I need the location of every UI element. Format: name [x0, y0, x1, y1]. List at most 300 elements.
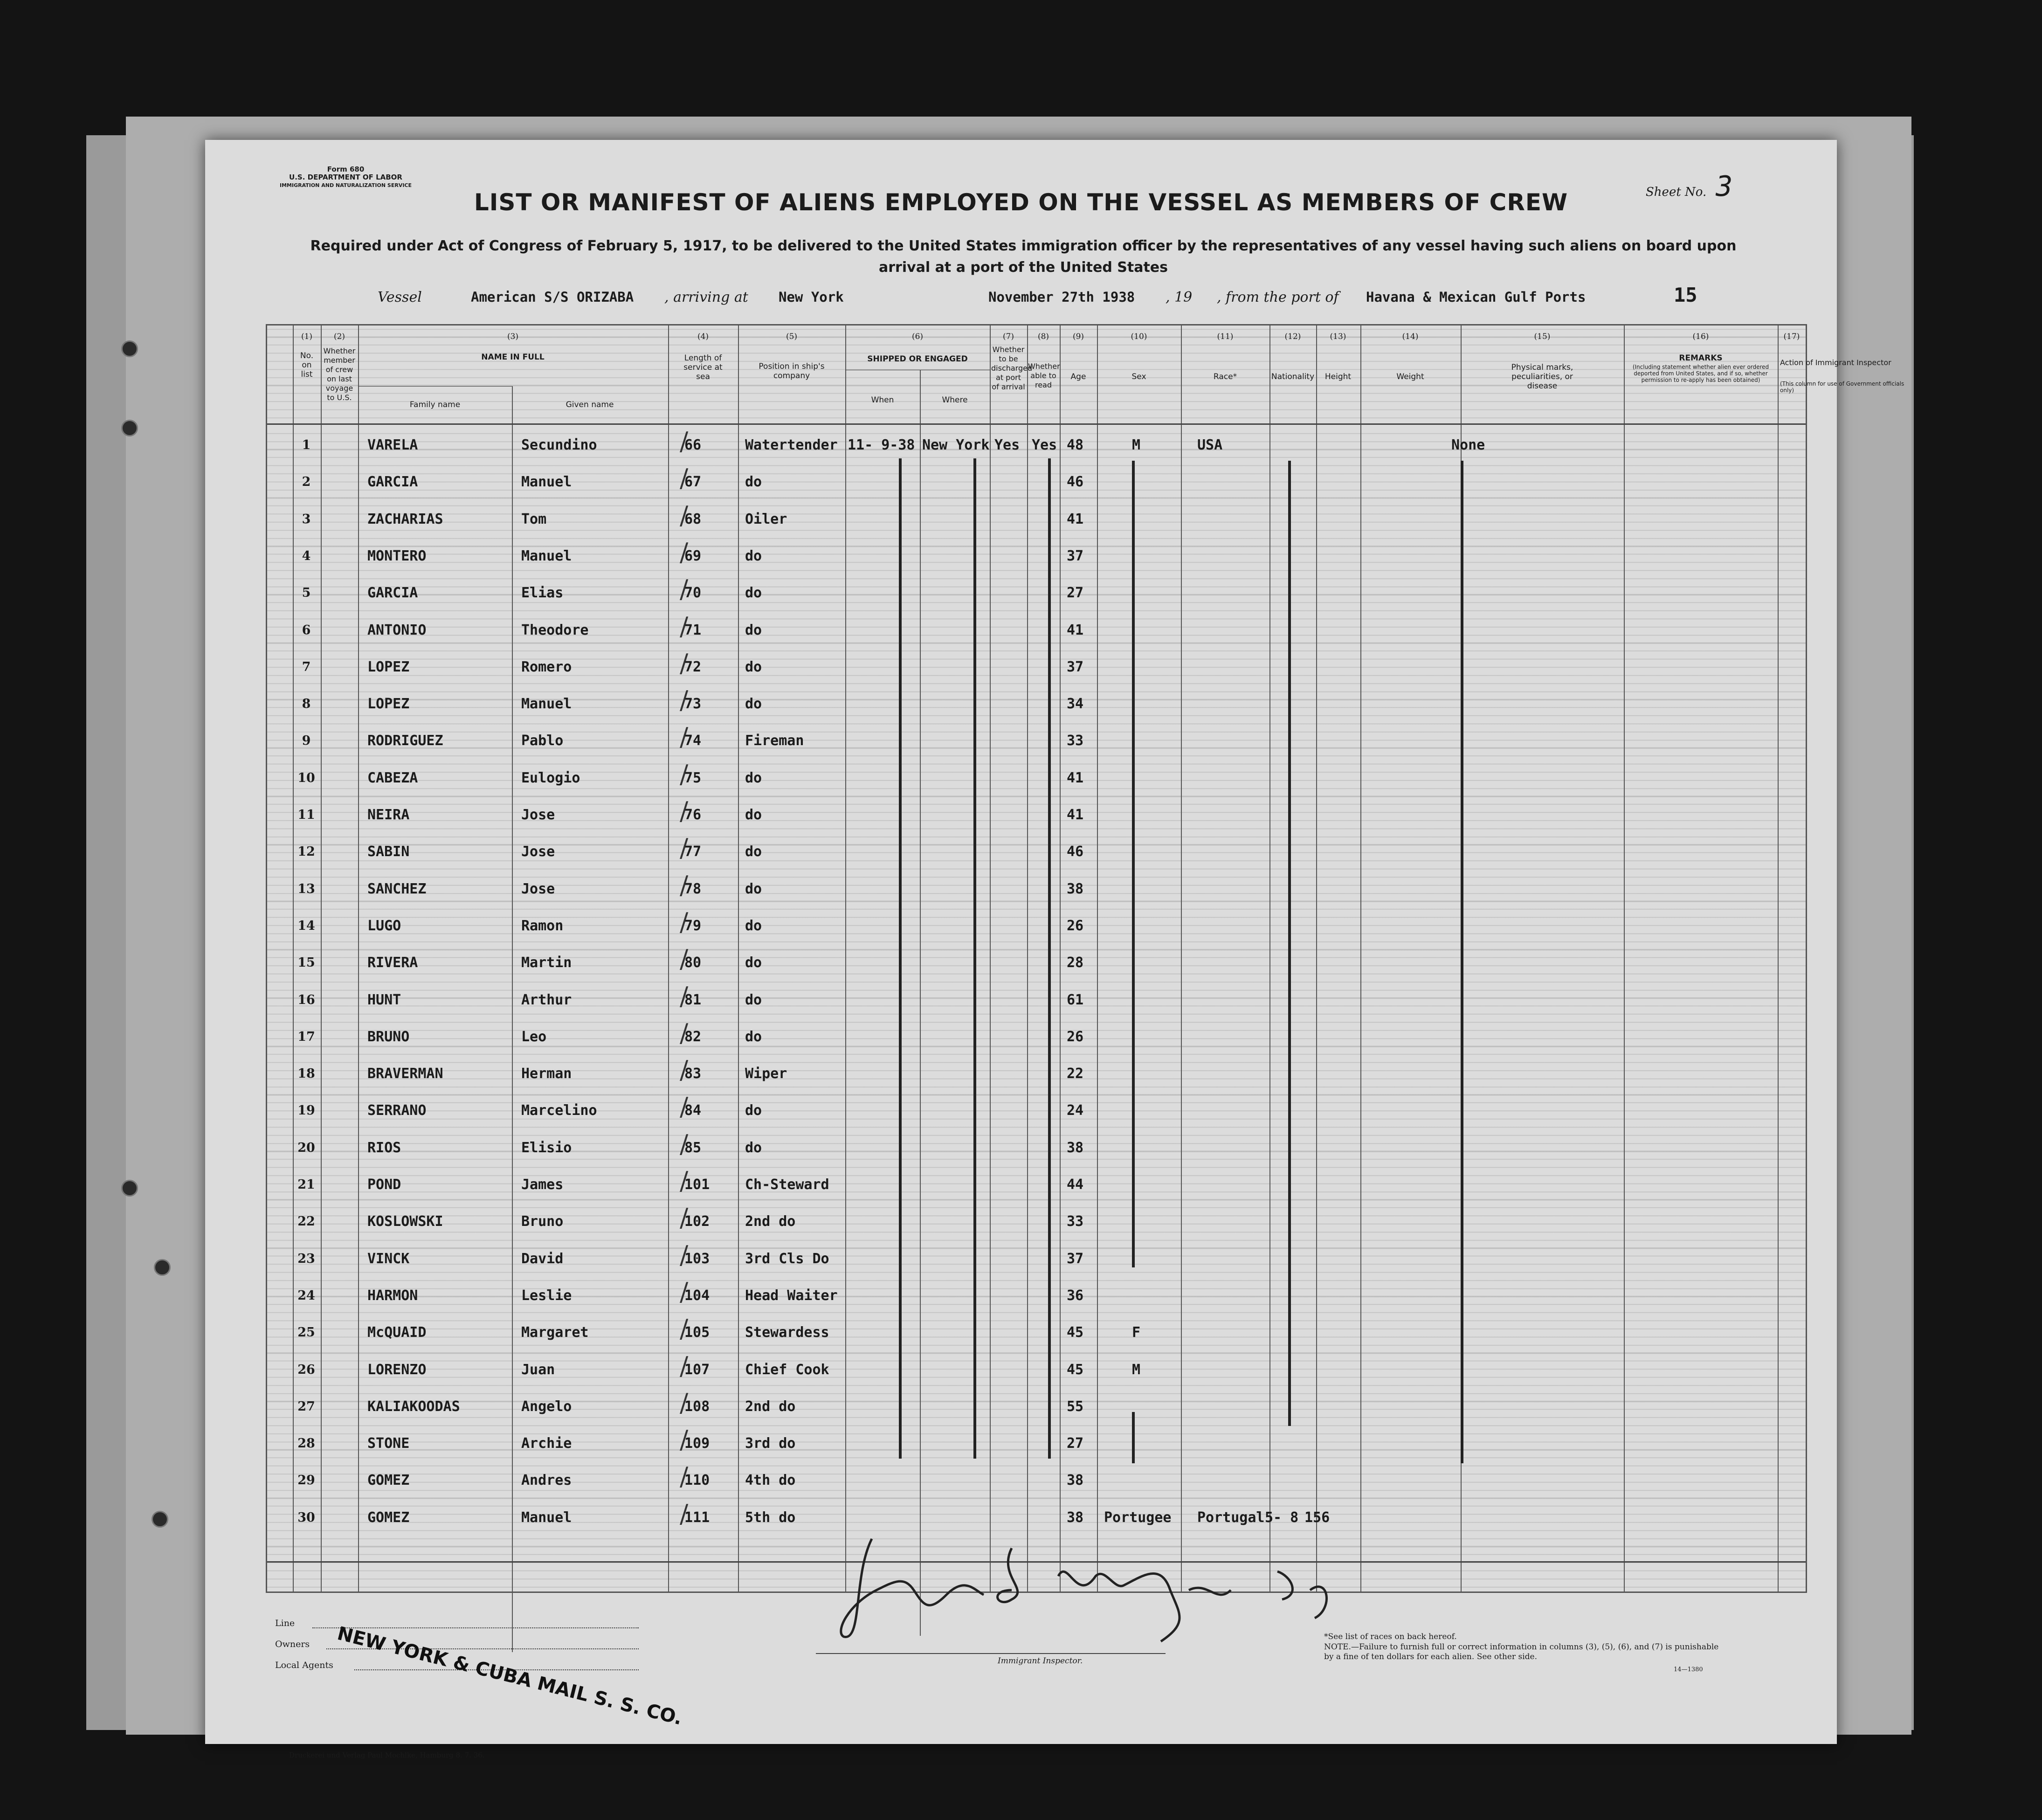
cell-family-name: SERRANO: [367, 1102, 427, 1119]
cell-line-number: 4: [302, 548, 311, 563]
cell-given-name: Elias: [521, 585, 564, 602]
col-number: (7): [1002, 332, 1014, 341]
table-row: [267, 696, 1806, 715]
cell-service-length: 79: [684, 917, 702, 934]
form-code: 14—1380: [1674, 1666, 1703, 1673]
header-whether-member: Whether member of crew on last voyage to U.S.: [323, 346, 356, 402]
cell-given-name: Elisio: [521, 1139, 572, 1156]
cell-family-name: STONE: [367, 1435, 410, 1452]
cell-family-name: GARCIA: [367, 585, 418, 602]
cell-family-name: RIOS: [367, 1139, 401, 1156]
cell-age: 37: [1067, 1250, 1084, 1267]
service-tick-mark: /: [680, 685, 689, 715]
cell-given-name: Andres: [521, 1472, 572, 1489]
col-number: (10): [1131, 332, 1147, 341]
cell-family-name: VARELA: [367, 437, 418, 453]
cell-age: 45: [1067, 1361, 1084, 1378]
vessel-label: Vessel: [378, 289, 422, 305]
table-row: [267, 437, 1806, 456]
cell-where: New York: [922, 437, 990, 453]
header-height: Height: [1325, 372, 1352, 381]
races-note: *See list of races on back hereof.: [1324, 1632, 1457, 1641]
local-agents-label: Local Agents: [275, 1660, 333, 1670]
header-nationality: Nationality: [1271, 372, 1315, 381]
table-row: [267, 1029, 1806, 1048]
cell-position: 5th do: [745, 1509, 796, 1526]
header-given-name: Given name: [566, 400, 614, 409]
table-row: [267, 1399, 1806, 1418]
service-tick-mark: /: [680, 1055, 689, 1085]
cell-age: 22: [1067, 1066, 1084, 1082]
cell-given-name: James: [521, 1176, 564, 1193]
ditto-mark: [899, 458, 902, 1459]
cell-family-name: CABEZA: [367, 769, 418, 786]
col-number: (1): [301, 332, 313, 341]
cell-service-length: 76: [684, 807, 702, 823]
table-row: [267, 1177, 1806, 1196]
col-number: (17): [1783, 332, 1800, 341]
cell-line-number: 23: [297, 1251, 315, 1266]
cell-physical: None: [1451, 437, 1485, 453]
cell-line-number: 13: [297, 881, 315, 896]
inspector-signature-line: [816, 1653, 1166, 1654]
cell-line-number: 8: [302, 697, 311, 712]
header-sex: Sex: [1131, 372, 1146, 381]
cell-service-length: 102: [684, 1213, 710, 1230]
cell-family-name: ZACHARIAS: [367, 511, 443, 527]
cell-age: 55: [1067, 1398, 1084, 1415]
vessel-name: American S/S ORIZABA: [471, 289, 634, 305]
cell-service-length: 70: [684, 585, 702, 602]
header-action-note: (This column for use of Government officials only): [1780, 381, 1904, 394]
ditto-mark: [973, 458, 976, 1459]
crew-table: [266, 324, 1904, 1593]
table-row: [267, 1325, 1806, 1343]
cell-line-number: 27: [297, 1399, 315, 1414]
table-row: [267, 512, 1806, 530]
cell-given-name: Pablo: [521, 733, 564, 749]
cell-position: do: [745, 1028, 762, 1045]
ditto-mark: [1132, 1412, 1135, 1463]
cell-family-name: HARMON: [367, 1287, 418, 1304]
cell-given-name: Manuel: [521, 547, 572, 564]
cell-line-number: 21: [297, 1177, 315, 1192]
cell-service-length: 81: [684, 991, 702, 1008]
form-number: Form 680: [327, 165, 365, 173]
cell-age: 45: [1067, 1324, 1084, 1341]
cell-height: 5- 8: [1265, 1509, 1299, 1526]
cell-age: 28: [1067, 955, 1084, 971]
header-remarks: REMARKS: [1679, 353, 1723, 363]
cell-position: do: [745, 880, 762, 897]
header-able-read: Whether able to read: [1028, 362, 1060, 389]
table-row: [267, 844, 1806, 863]
cell-given-name: Secundino: [521, 437, 597, 453]
cell-age: 36: [1067, 1287, 1084, 1304]
cell-when: 11- 9-38: [848, 437, 915, 453]
cell-position: Head Waiter: [745, 1287, 838, 1304]
cell-age: 34: [1067, 696, 1084, 713]
cell-service-length: 71: [684, 622, 702, 638]
col-number: (14): [1402, 332, 1419, 341]
ditto-mark: [1132, 461, 1135, 1267]
col-number: (13): [1330, 332, 1346, 341]
cell-age: 26: [1067, 1028, 1084, 1045]
service-tick-mark: /: [680, 1314, 689, 1344]
col-number: (11): [1217, 332, 1234, 341]
table-row: [267, 1066, 1806, 1085]
header-rule: [267, 423, 1806, 425]
cell-service-length: 108: [684, 1398, 710, 1415]
header-name-in-full: NAME IN FULL: [481, 353, 545, 362]
cell-given-name: Romero: [521, 658, 572, 675]
col-number: (2): [333, 332, 345, 341]
cell-age: 33: [1067, 733, 1084, 749]
cell-position: Stewardess: [745, 1324, 829, 1341]
cell-given-name: Theodore: [521, 622, 589, 638]
cell-given-name: Jose: [521, 807, 555, 823]
col-number: (16): [1692, 332, 1709, 341]
cell-family-name: KALIAKOODAS: [367, 1398, 460, 1415]
cell-family-name: LOPEZ: [367, 658, 410, 675]
ditto-mark: [1288, 461, 1291, 1426]
table-row: [267, 474, 1806, 493]
header-action: Action of Immigrant Inspector: [1780, 358, 1891, 367]
table-row: [267, 1436, 1806, 1454]
cell-position: do: [745, 658, 762, 675]
service-tick-mark: /: [680, 1018, 689, 1048]
cell-position: do: [745, 955, 762, 971]
cell-service-length: 69: [684, 547, 702, 564]
service-tick-mark: /: [680, 759, 689, 789]
cell-race: Portugee: [1104, 1509, 1172, 1526]
cell-position: do: [745, 844, 762, 860]
company-stamp: NEW YORK & CUBA MAIL S. S. CO.: [335, 1623, 685, 1730]
cell-age: 41: [1067, 511, 1084, 527]
table-row: [267, 585, 1806, 604]
cell-family-name: HUNT: [367, 991, 401, 1008]
cell-nationality: Portugal: [1197, 1509, 1265, 1526]
cell-service-length: 83: [684, 1066, 702, 1082]
arrival-date: November 27th 1938: [988, 289, 1135, 305]
service-tick-mark: /: [680, 1092, 689, 1122]
arrival-port: New York: [779, 289, 844, 305]
cell-position: do: [745, 622, 762, 638]
service-tick-mark: /: [680, 796, 689, 826]
cell-position: 3rd do: [745, 1435, 796, 1452]
header-physical-marks: Physical marks, peculiarities, or disease: [1511, 363, 1573, 391]
cell-age: 24: [1067, 1102, 1084, 1119]
cell-position: Oiler: [745, 511, 787, 527]
vessel-line: [378, 284, 1753, 312]
cell-service-length: 74: [684, 733, 702, 749]
service-tick-mark: /: [680, 427, 689, 456]
cell-age: 41: [1067, 807, 1084, 823]
header-when: When: [871, 395, 894, 405]
fine-note: NOTE.—Failure to furnish full or correct information in columns (3), (5), (6), and (7) is punishable by a fine of ten dollars for each alien. See other side.: [1324, 1642, 1719, 1661]
col-number: (4): [697, 332, 709, 341]
cell-position: do: [745, 547, 762, 564]
cell-given-name: Arthur: [521, 991, 572, 1008]
service-tick-mark: /: [680, 1388, 689, 1418]
line-label: Line: [275, 1618, 295, 1628]
service-tick-mark: /: [680, 981, 689, 1011]
ditto-mark: [1048, 458, 1051, 1459]
cell-line-number: 3: [302, 512, 311, 526]
cell-sex: M: [1132, 437, 1141, 453]
cell-line-number: 7: [302, 659, 311, 674]
cell-line-number: 14: [297, 918, 315, 933]
service-tick-mark: /: [680, 1351, 689, 1381]
table-row: [267, 918, 1806, 937]
cell-given-name: Tom: [521, 511, 547, 527]
col-number: (3): [507, 332, 519, 341]
owners-label: Owners: [275, 1639, 310, 1649]
service-tick-mark: /: [680, 537, 689, 567]
service-tick-mark: /: [680, 833, 689, 863]
cell-service-length: 109: [684, 1435, 710, 1452]
page-title: LIST OR MANIFEST OF ALIENS EMPLOYED ON THE VESSEL AS MEMBERS OF CREW: [474, 189, 1568, 216]
punch-hole: [152, 1511, 168, 1528]
cell-position: do: [745, 769, 762, 786]
cell-family-name: MONTERO: [367, 547, 427, 564]
cell-family-name: NEIRA: [367, 807, 410, 823]
cell-position: Wiper: [745, 1066, 787, 1082]
service-tick-mark: /: [680, 722, 689, 752]
table-row: [267, 807, 1806, 826]
cell-position: do: [745, 1102, 762, 1119]
cell-position: do: [745, 696, 762, 713]
punch-hole: [121, 340, 138, 357]
cell-line-number: 17: [297, 1029, 315, 1044]
cell-family-name: BRAVERMAN: [367, 1066, 443, 1082]
cell-sex: F: [1132, 1324, 1141, 1341]
cell-service-length: 84: [684, 1102, 702, 1119]
cell-family-name: KOSLOWSKI: [367, 1213, 443, 1230]
header-where: Where: [942, 395, 968, 405]
service-tick-mark: /: [680, 1277, 689, 1307]
cell-age: 38: [1067, 880, 1084, 897]
sheet-number-label: Sheet No.: [1646, 185, 1707, 199]
cell-given-name: Archie: [521, 1435, 572, 1452]
cell-age: 46: [1067, 844, 1084, 860]
cell-line-number: 12: [297, 844, 315, 859]
cell-line-number: 10: [297, 770, 315, 785]
cell-discharged: Yes: [994, 437, 1020, 453]
cell-sex: M: [1132, 1361, 1141, 1378]
cell-line-number: 28: [297, 1436, 315, 1451]
cell-service-length: 107: [684, 1361, 710, 1378]
header-discharged: Whether to be discharged at port of arrival: [991, 345, 1033, 391]
cell-line-number: 2: [302, 475, 311, 490]
cell-position: Watertender: [745, 437, 838, 453]
header-race: Race*: [1213, 372, 1237, 381]
from-port: Havana & Mexican Gulf Ports: [1366, 289, 1586, 305]
table-row: [267, 733, 1806, 752]
form-service: IMMIGRATION AND NATURALIZATION SERVICE: [280, 182, 412, 188]
cell-given-name: Martin: [521, 955, 572, 971]
table-row: [267, 659, 1806, 678]
header-no-on-list: No. on list: [300, 351, 314, 379]
cell-service-length: 105: [684, 1324, 710, 1341]
inspector-label: Immigrant Inspector.: [998, 1656, 1083, 1666]
cell-line-number: 1: [302, 438, 311, 452]
header-weight: Weight: [1396, 372, 1424, 381]
cell-service-length: 80: [684, 955, 702, 971]
cell-age: 46: [1067, 474, 1084, 491]
page-subtitle: Required under Act of Congress of February 5, 1917, to be delivered to the United States immigration officer by the representatives of any vessel having such aliens on board upon arrival at a port of the United States: [310, 238, 1737, 276]
cell-family-name: GARCIA: [367, 474, 418, 491]
cell-position: Chief Cook: [745, 1361, 829, 1378]
cell-age: 61: [1067, 991, 1084, 1008]
cell-position: 3rd Cls Do: [745, 1250, 829, 1267]
cell-line-number: 24: [297, 1288, 315, 1303]
cell-service-length: 75: [684, 769, 702, 786]
cell-line-number: 30: [297, 1510, 315, 1525]
table-row: [267, 1362, 1806, 1381]
service-tick-mark: /: [680, 1499, 689, 1529]
cell-family-name: GOMEZ: [367, 1472, 410, 1489]
cell-service-length: 66: [684, 437, 702, 453]
punch-hole: [121, 1180, 138, 1197]
ditto-mark: [1461, 461, 1463, 1463]
service-tick-mark: /: [680, 1129, 689, 1159]
cell-given-name: Ramon: [521, 917, 564, 934]
cell-able-read: Yes: [1032, 437, 1057, 453]
cell-nationality: USA: [1197, 437, 1223, 453]
cell-given-name: Manuel: [521, 474, 572, 491]
cell-position: 4th do: [745, 1472, 796, 1489]
cell-position: Ch-Steward: [745, 1176, 829, 1193]
col-number: (9): [1072, 332, 1084, 341]
service-tick-mark: /: [680, 464, 689, 493]
service-tick-mark: /: [680, 500, 689, 530]
cell-family-name: ANTONIO: [367, 622, 427, 638]
cell-family-name: LUGO: [367, 917, 401, 934]
cell-service-length: 101: [684, 1176, 710, 1193]
cell-service-length: 82: [684, 1028, 702, 1045]
cell-family-name: BRUNO: [367, 1028, 410, 1045]
cell-family-name: LORENZO: [367, 1361, 427, 1378]
form-department: U.S. DEPARTMENT OF LABOR: [289, 173, 402, 181]
cell-line-number: 20: [297, 1140, 315, 1155]
cell-age: 27: [1067, 1435, 1084, 1452]
cell-line-number: 16: [297, 992, 315, 1007]
printer-imprint: Druckerei und Verlag Paul Mochlke, Hamburg 8. 7. 36.: [289, 1751, 485, 1759]
cell-service-length: 73: [684, 696, 702, 713]
header-age: Age: [1070, 372, 1086, 381]
header-position: Position in ship's company: [759, 362, 825, 381]
year-label: , 19: [1166, 289, 1193, 305]
cell-position: Fireman: [745, 733, 804, 749]
cell-given-name: Leo: [521, 1028, 547, 1045]
cell-age: 41: [1067, 622, 1084, 638]
cell-family-name: SANCHEZ: [367, 880, 427, 897]
table-row: [267, 548, 1806, 567]
service-tick-mark: /: [680, 1166, 689, 1196]
cell-family-name: McQUAID: [367, 1324, 427, 1341]
cell-service-length: 78: [684, 880, 702, 897]
service-tick-mark: /: [680, 870, 689, 900]
cell-service-length: 77: [684, 844, 702, 860]
cell-position: do: [745, 1139, 762, 1156]
table-row: [267, 623, 1806, 641]
cell-age: 26: [1067, 917, 1084, 934]
cell-given-name: Jose: [521, 880, 555, 897]
service-tick-mark: /: [680, 907, 689, 937]
service-tick-mark: /: [680, 574, 689, 604]
cell-service-length: 72: [684, 658, 702, 675]
table-row: [267, 1103, 1806, 1121]
alien-count: 15: [1674, 284, 1697, 306]
cell-position: do: [745, 991, 762, 1008]
cell-family-name: GOMEZ: [367, 1509, 410, 1526]
cell-age: 37: [1067, 547, 1084, 564]
cell-given-name: Marcelino: [521, 1102, 597, 1119]
cell-age: 33: [1067, 1213, 1084, 1230]
cell-line-number: 25: [297, 1325, 315, 1340]
cell-age: 38: [1067, 1139, 1084, 1156]
cell-service-length: 110: [684, 1472, 710, 1489]
service-tick-mark: /: [680, 1240, 689, 1270]
manifest-page: [205, 140, 1904, 1759]
cell-family-name: POND: [367, 1176, 401, 1193]
table-row: [267, 1288, 1806, 1307]
cell-position: 2nd do: [745, 1213, 796, 1230]
sheet-number-value: 3: [1716, 170, 1733, 203]
col-number: (12): [1284, 332, 1301, 341]
cell-given-name: Eulogio: [521, 769, 580, 786]
cell-age: 41: [1067, 769, 1084, 786]
name-subheader-rule: [358, 386, 512, 387]
cell-age: 48: [1067, 437, 1084, 453]
cell-line-number: 15: [297, 955, 315, 970]
header-remarks-note: (Including statement whether alien ever ordered deported from United States, and if so, whether permission to re-apply has been obtained): [1632, 364, 1769, 383]
column-rule: [512, 386, 513, 1652]
col-number: (15): [1534, 332, 1551, 341]
cell-line-number: 6: [302, 623, 311, 637]
table-row: [267, 1214, 1806, 1232]
cell-position: do: [745, 917, 762, 934]
cell-given-name: David: [521, 1250, 564, 1267]
cell-line-number: 11: [297, 808, 315, 822]
table-row: [267, 1140, 1806, 1159]
cell-given-name: Manuel: [521, 1509, 572, 1526]
table-row: [267, 881, 1806, 900]
col-number: (8): [1037, 332, 1049, 341]
punch-hole: [121, 420, 138, 436]
cell-age: 44: [1067, 1176, 1084, 1193]
cell-position: do: [745, 807, 762, 823]
from-port-label: , from the port of: [1217, 289, 1339, 305]
table-row: [267, 1473, 1806, 1491]
cell-service-length: 111: [684, 1509, 710, 1526]
cell-family-name: LOPEZ: [367, 696, 410, 713]
header-family-name: Family name: [409, 400, 461, 409]
table-row: [267, 770, 1806, 789]
cell-age: 37: [1067, 658, 1084, 675]
service-tick-mark: /: [680, 648, 689, 678]
cell-position: do: [745, 585, 762, 602]
punch-hole: [154, 1259, 171, 1276]
table-row: [267, 955, 1806, 974]
cell-family-name: VINCK: [367, 1250, 410, 1267]
cell-service-length: 104: [684, 1287, 710, 1304]
cell-given-name: Juan: [521, 1361, 555, 1378]
cell-service-length: 103: [684, 1250, 710, 1267]
service-tick-mark: /: [680, 1462, 689, 1492]
cell-line-number: 18: [297, 1066, 315, 1081]
